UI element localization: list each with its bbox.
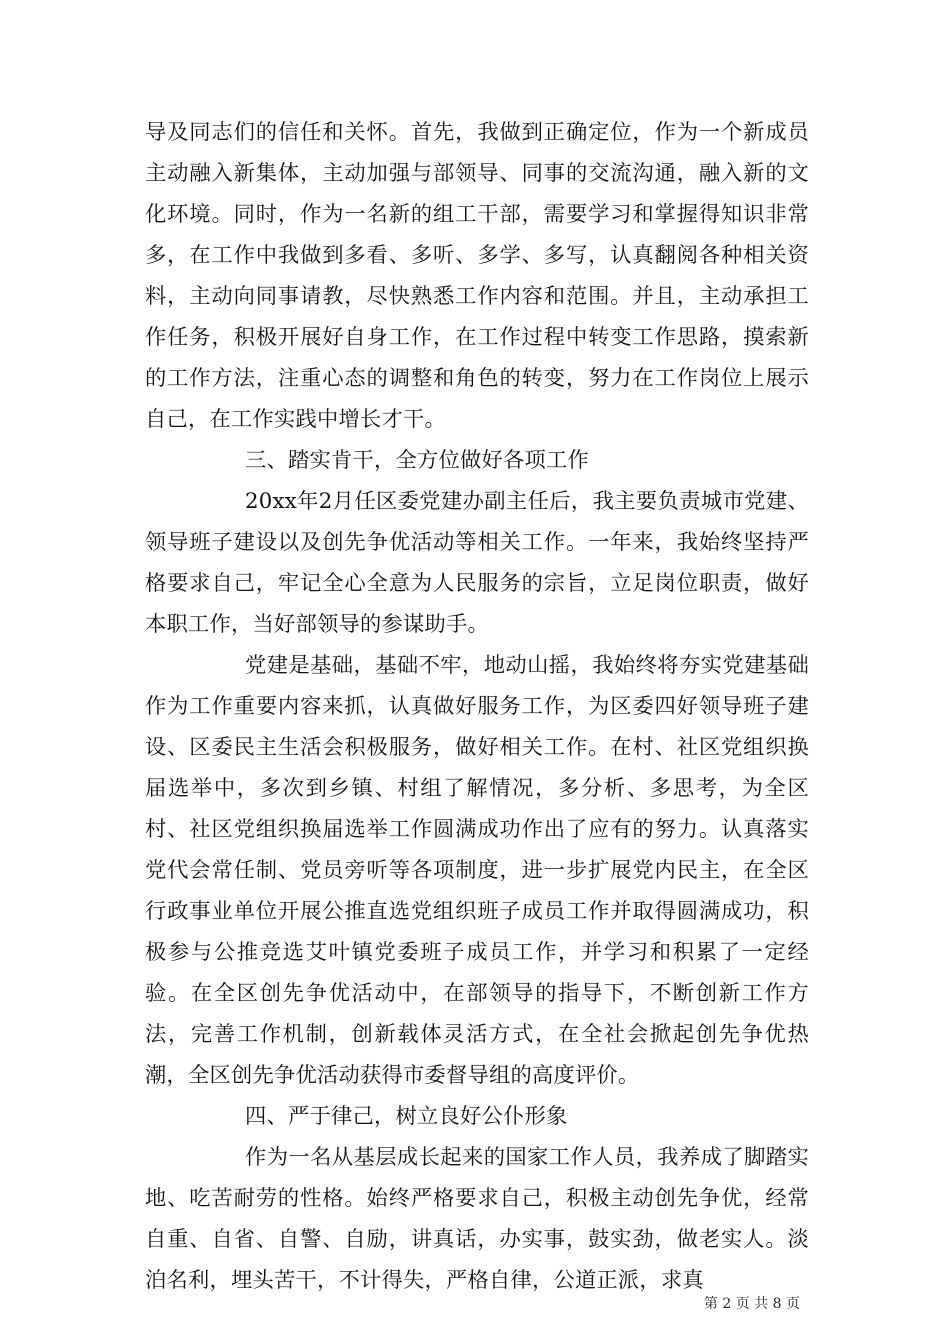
document-body — [145, 112, 809, 1301]
paragraph-party-building: 党建是基础，基础不牢，地动山摇，我始终将夯实党建基础作为工作重要内容来抓，认真做好服务工作，为区委四好领导班子建设、区委民主生活会积极服务，做好相关工作。在村、社区党组织换届选举中，多次到乡镇、村组了解情况，多分析、多思考，为全区村、社区党组织换届选举工作圆满成功作出了应有的努力。认真落实党代会常任制、党员旁听等各项制度，进一步扩展党内民主，在全区行政事业单位开展公推直选党组织班子成员工作并取得圆满成功，积极参与公推竞选艾叶镇党委班子成员工作，并学习和积累了一定经验。在全区创先争优活动中，在部领导的指导下，不断创新工作方法，完善工作机制，创新载体灵活方式，在全社会掀起创先争优热潮，全区创先争优活动获得市委督导组的高度评价。 — [145, 653, 809, 1088]
paragraph-role-summary: 20xx年2月任区委党建办副主任后，我主要负责城市党建、领导班子建设以及创先争优活动等相关工作。一年来，我始终坚持严格要求自己，牢记全心全意为人民服务的宗旨，立足岗位职责，做好本职工作，当好部领导的参谋助手。 — [145, 489, 809, 637]
paragraph-self-discipline: 作为一名从基层成长起来的国家工作人员，我养成了脚踏实地、吃苦耐劳的性格。始终严格要求自己，积极主动创先争优，经常自重、自省、自警、自励，讲真话，办实事，鼓实劲，做老实人。淡泊名利，埋头苦干，不计得失，严格自律，公道正派，求真 — [145, 1145, 809, 1293]
paragraph-continuation: 导及同志们的信任和关怀。首先，我做到正确定位，作为一个新成员主动融入新集体，主动加强与部领导、同事的交流沟通，融入新的文化环境。同时，作为一名新的组工干部，需要学习和掌握得知识非常多，在工作中我做到多看、多听、多学、多写，认真翻阅各种相关资料，主动向同事请教，尽快熟悉工作内容和范围。并且，主动承担工作任务，积极开展好自身工作，在工作过程中转变工作思路，摸索新的工作方法，注重心态的调整和角色的转变，努力在工作岗位上展示自己，在工作实践中增长才干。 — [145, 120, 809, 432]
section-heading-3: 三、踏实肯干，全方位做好各项工作 — [245, 448, 589, 473]
page-number-footer: 第 2 页 共 8 页 — [703, 1296, 800, 1312]
section-heading-4: 四、严于律己，树立良好公仆形象 — [245, 1104, 568, 1129]
